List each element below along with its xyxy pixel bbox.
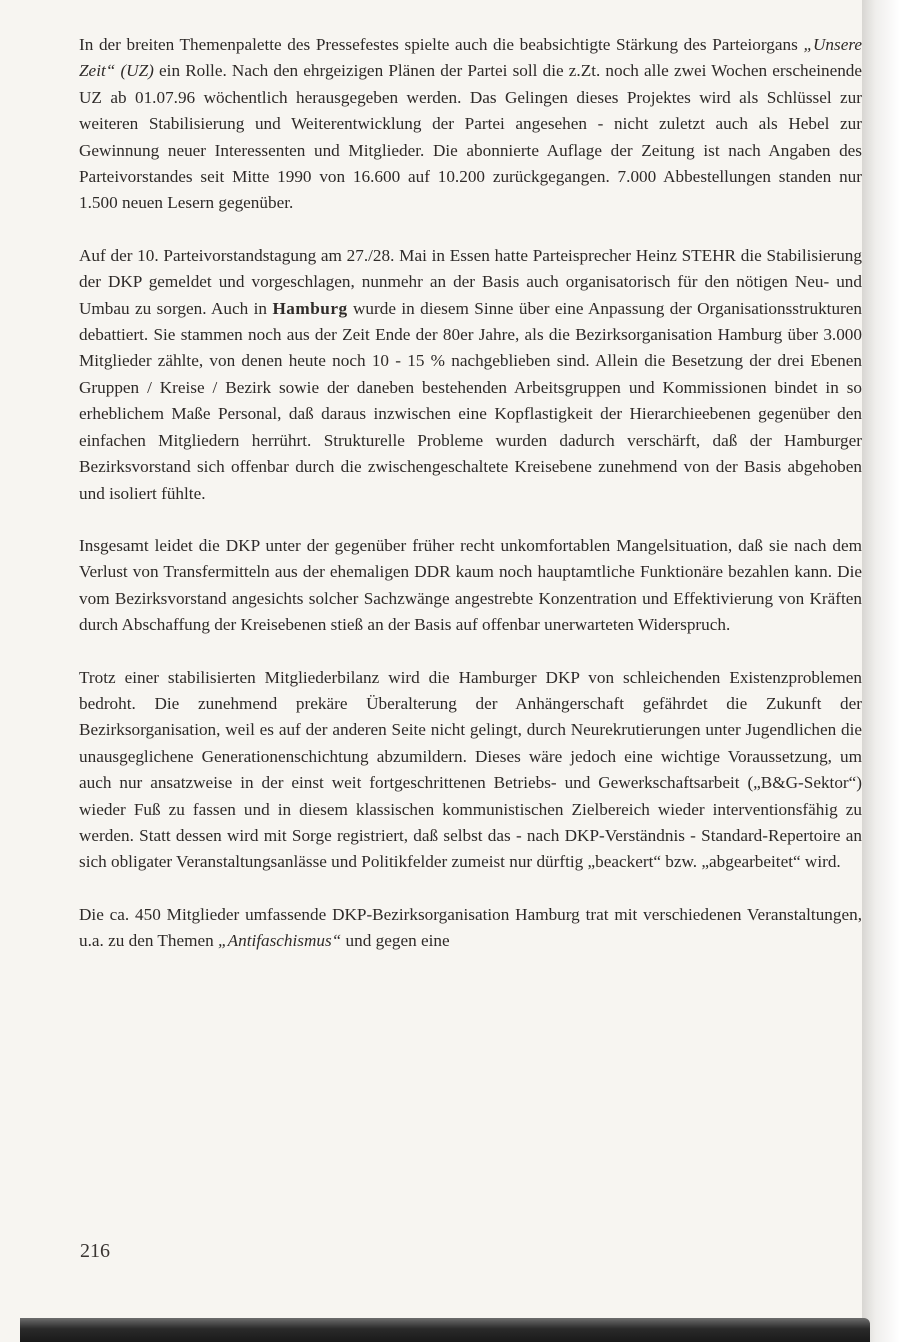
paragraph-text: wurde in diesem Sinne über eine Anpassung der Organisationsstrukturen debattiert. Sie stammen noch aus der Zeit Ende der 80er Jahre, als die Bezirksorganisation Hamburg über 3.000 Mitglieder zählte, von denen heute noch 10 - 15 % nachgeblieben sind. Allein die Besetzung der drei Ebenen Gruppen / Kreise / Bezirk sowie der daneben bestehenden Arbeitsgruppen und Kommissionen bindet in so erheblichem Maße Personal, daß daraus inzwischen eine Kopflastigkeit der Hierarchieebenen gegenüber den einfachen Mitgliedern herrührt. Strukturelle Probleme wurden dadurch verschärft, daß der Hamburger Bezirksvorstand sich offenbar durch die zwischengeschaltete Kreisebene zunehmend von der Basis abgehoben und isoliert fühlte.	[79, 298, 862, 503]
paragraph-text: ein Rolle. Nach den ehrgeizigen Plänen der Partei soll die z.Zt. noch alle zwei Wochen erscheinende UZ ab 01.07.96 wöchentlich herausgegeben werden. Das Gelingen dieses Projektes wird als Schlüssel zur weiteren Stabilisierung und Weiterentwicklung der Partei angesehen - nicht zuletzt auch als Hebel zur Gewinnung neuer Interessenten und Mitglieder. Die abonnierte Auflage der Zeitung ist nach Angaben des Parteivorstandes seit Mitte 1990 von 16.600 auf 10.200 zurückgegangen. 7.000 Abbestellungen standen nur 1.500 neuen Lesern gegenüber.	[79, 61, 863, 213]
paragraph-text: Auf der 10. Parteivorstandstagung am 27./28. Mai in Essen hatte Parteisprecher Heinz STEHR die Stabilisierung der DKP gemeldet und vorgeschlagen, nunmehr an der Basis auch organisatorisch für den nötigen Neu- und Umbau zu sorgen. Auch in	[79, 245, 862, 318]
bold-hamburg: Hamburg	[272, 298, 348, 318]
scan-bottom-edge	[20, 1318, 870, 1342]
paragraph-text: Die ca. 450 Mitglieder umfassende DKP-Bezirksorganisation Hamburg trat mit verschiedenen Veranstaltungen, u.a. zu den Themen	[79, 904, 862, 951]
paragraph-mangelsituation: Insgesamt leidet die DKP unter der gegenüber früher recht unkomfortablen Mangelsituation, daß sie nach dem Verlust von Transfermitteln aus der ehemaligen DDR kaum noch hauptamtliche Funktionäre bezahlen kann. Die vom Bezirksvorstand angesichts solcher Sachzwänge angestrebte Konzentration und Effektivierung von Kräften durch Abschaffung der Kreisebenen stieß an der Basis auf offenbar unerwarteten Widerspruch.	[79, 535, 862, 635]
body-text	[79, 32, 862, 955]
paragraph-text: und gegen eine	[341, 931, 450, 951]
paragraph-veranstaltungen	[79, 902, 862, 955]
page-edge-shadow	[862, 0, 900, 1342]
paragraph-existenzprobleme: Trotz einer stabilisierten Mitgliederbilanz wird die Hamburger DKP von schleichenden Existenzproblemen bedroht. Die zunehmend prekäre Überalterung der Anhängerschaft gefährdet die Zukunft der Bezirksorganisation, weil es auf der anderen Seite nicht gelingt, durch Neurekrutierungen unter Jugendlichen die unausgeglichene Generationenschichtung abzumildern. Dieses wäre jedoch eine wichtige Voraussetzung, um auch nur ansatzweise in der einst weit fortgeschrittenen Betriebs- und Gewerkschaftsarbeit („B&G-Sektor“) wieder Fuß zu fassen und in diesem klassischen kommunistischen Zielbereich wieder interventionsfähig zu werden. Statt dessen wird mit Sorge registriert, daß selbst das - nach DKP-Verständnis - Standard-Repertoire an sich obligater Veranstaltungsanlässe und Politikfelder zumeist nur dürftig „beackert“ bzw. „abgearbeitet“ wird.	[79, 667, 862, 872]
paragraph-uz	[79, 32, 862, 217]
emphasis-uz: „Unsere Zeit“ (UZ)	[79, 35, 862, 81]
page-number: 216	[80, 1240, 110, 1262]
paragraph-organisation	[79, 243, 862, 507]
emphasis-antifaschismus: „Antifaschismus“	[218, 931, 342, 951]
paragraph-text: In der breiten Themenpalette des Pressefestes spielte auch die beabsichtigte Stärkung des Parteiorgans	[79, 35, 804, 54]
